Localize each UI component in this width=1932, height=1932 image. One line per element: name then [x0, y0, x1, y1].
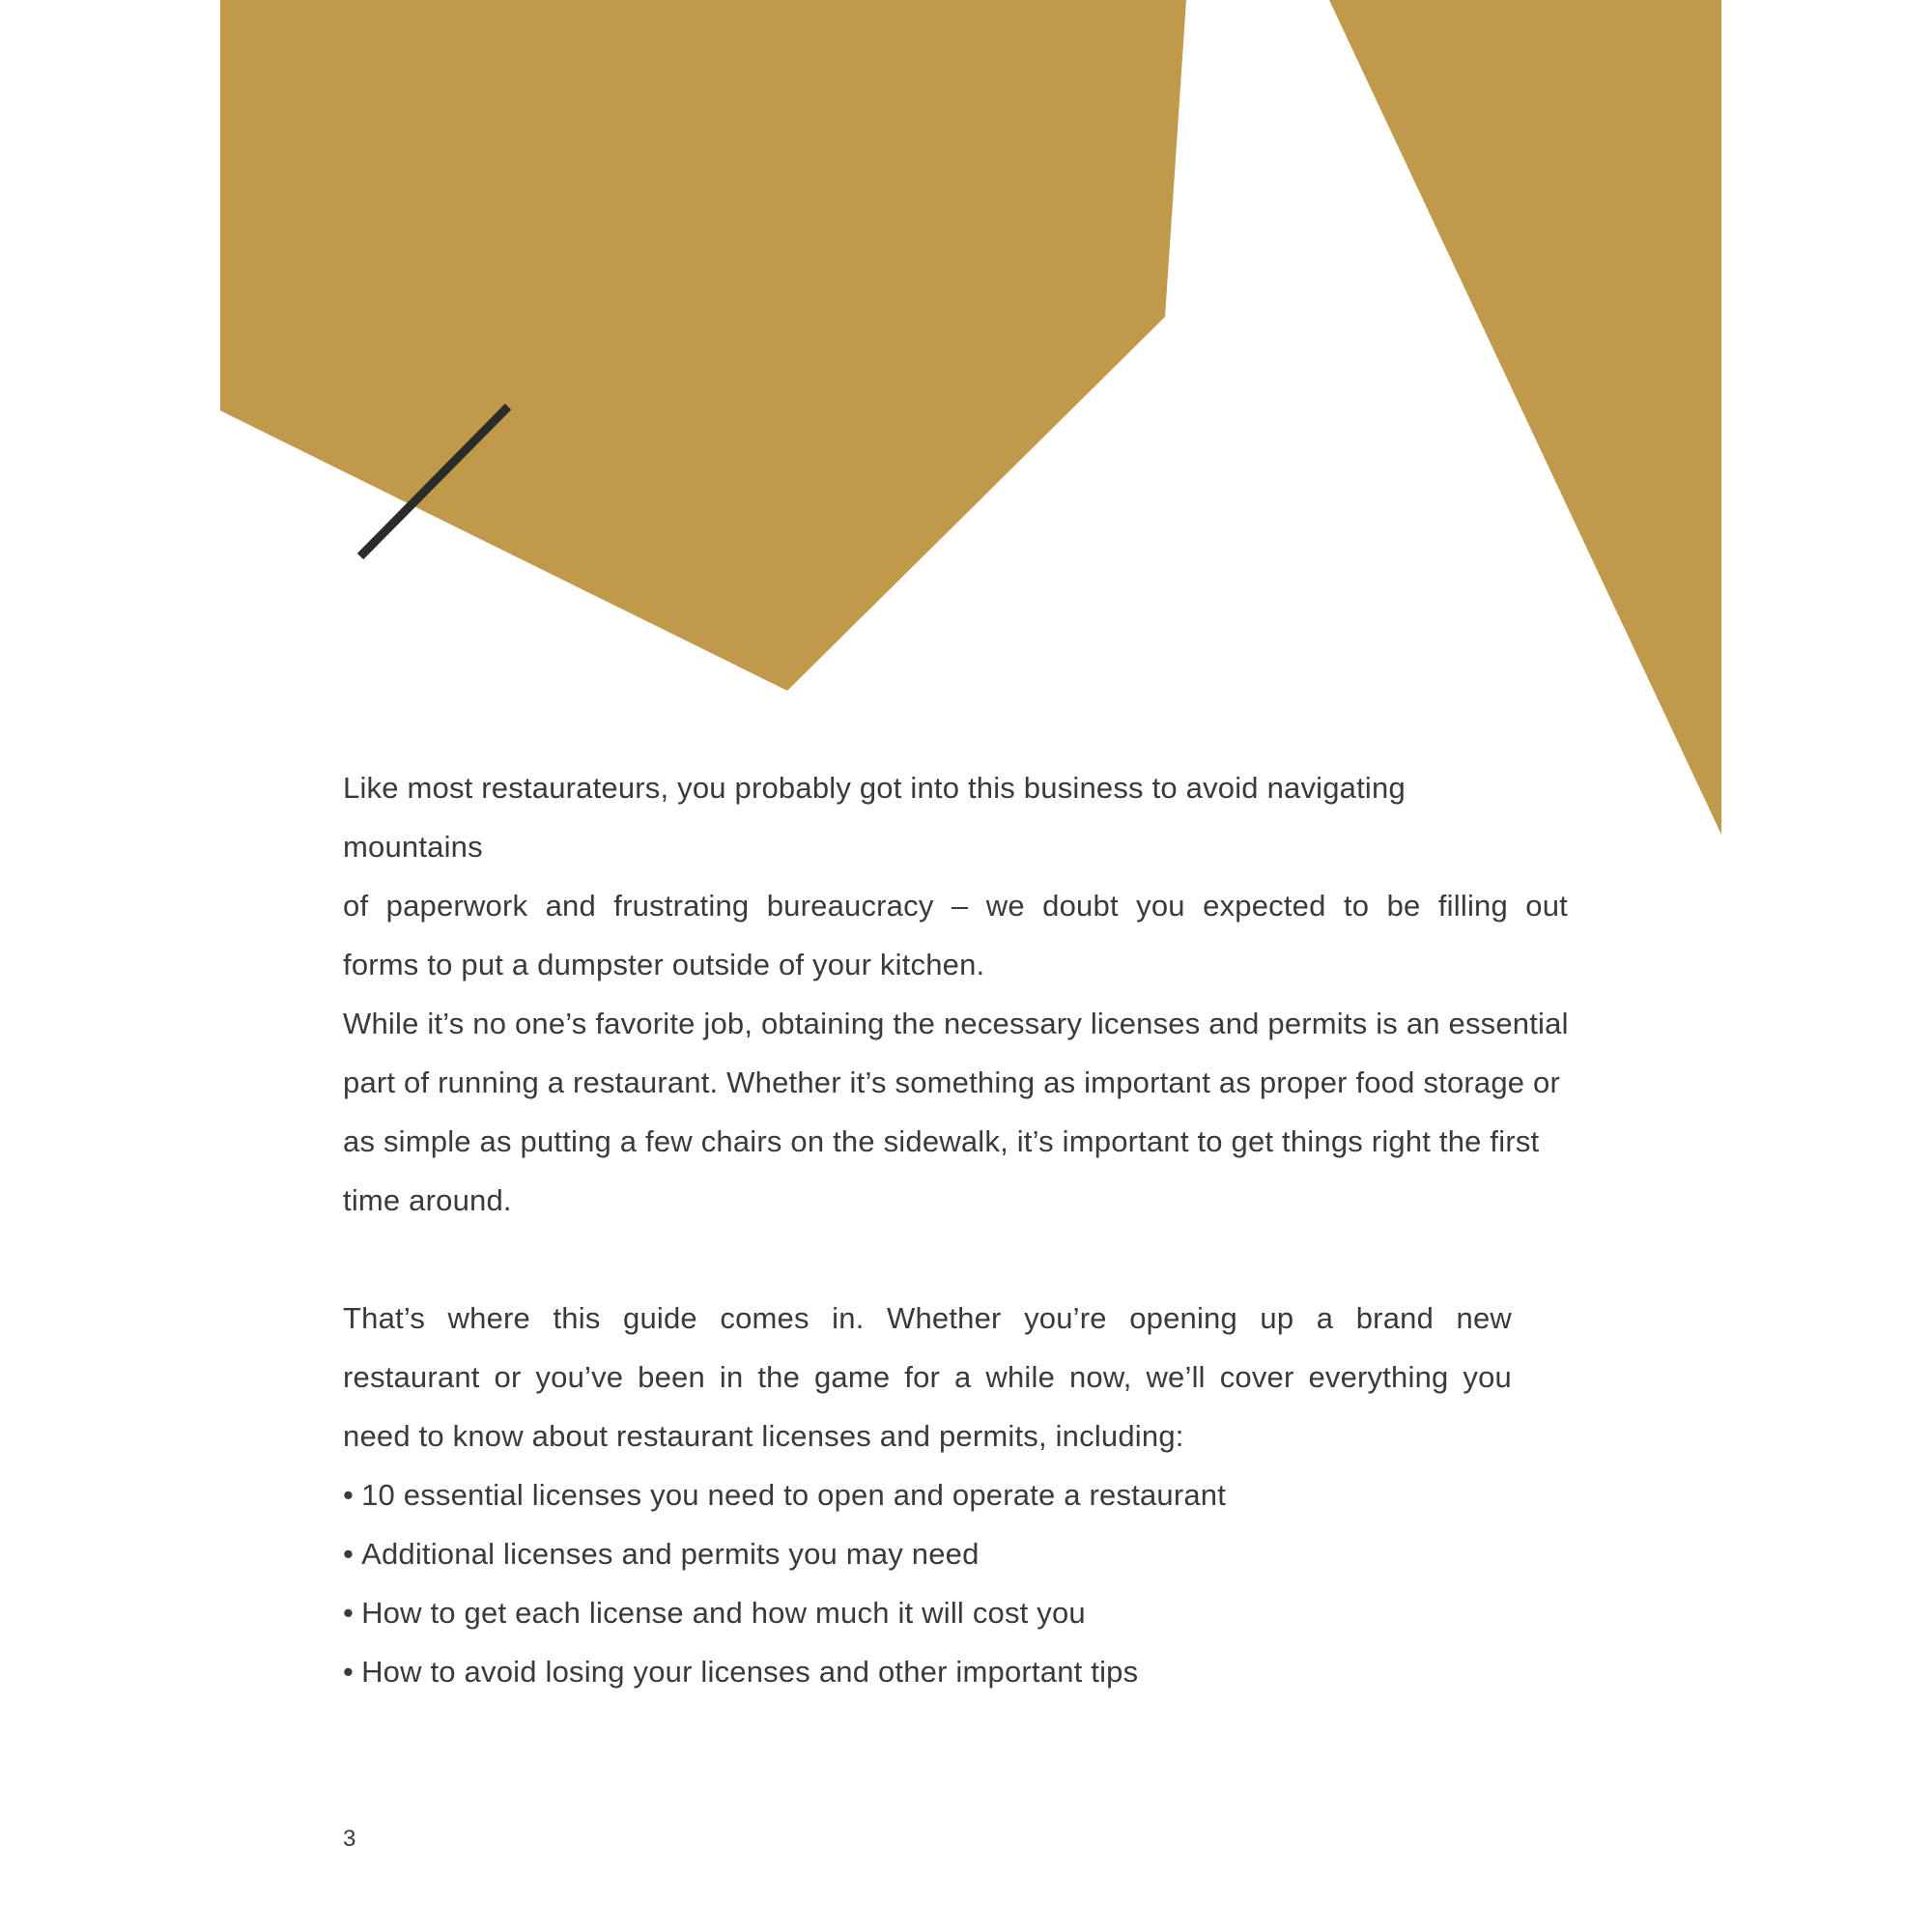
list-item: [343, 1524, 1618, 1583]
intro-line-7: as simple as putting a few chairs on the sidewalk, it’s important to get things right the first: [343, 1124, 1540, 1158]
page-number: 3: [343, 1826, 356, 1852]
bullet-mark: •: [343, 1537, 355, 1571]
body-text: [343, 758, 1618, 1701]
intro-line-3: of paperwork and frustrating bureaucracy – we doubt you expected to be filling out: [343, 889, 1568, 923]
paragraph-gap: [343, 1230, 1618, 1289]
bullet-mark: •: [343, 1478, 355, 1512]
intro-line-1: Like most restaurateurs, you probably got into this business to avoid navigating: [343, 771, 1406, 805]
list-item-text: How to get each license and how much it will cost you: [361, 1596, 1086, 1630]
guide-line-1: That’s where this guide comes in. Whether you’re opening up a brand new: [343, 1301, 1512, 1335]
bullet-mark: •: [343, 1655, 355, 1689]
gold-triangle-right: [1329, 0, 1721, 835]
bullet-mark: •: [343, 1596, 355, 1630]
list-item-text: Additional licenses and permits you may need: [361, 1537, 980, 1571]
gold-polygon-left: [220, 0, 1186, 691]
guide-line-2: restaurant or you’ve been in the game for a while now, we’ll cover everything you: [343, 1360, 1512, 1394]
intro-line-2: mountains: [343, 830, 483, 864]
intro-line-8: time around.: [343, 1183, 512, 1217]
list-item: [343, 1642, 1618, 1701]
intro-line-6: part of running a restaurant. Whether it’s something as important as proper food storage or: [343, 1065, 1561, 1099]
list-item-text: 10 essential licenses you need to open and operate a restaurant: [361, 1478, 1227, 1512]
guide-line-3: need to know about restaurant licenses and permits, including:: [343, 1419, 1184, 1453]
list-item-text: How to avoid losing your licenses and other important tips: [361, 1655, 1139, 1689]
list-item: [343, 1465, 1618, 1524]
topics-list: [343, 1465, 1618, 1701]
intro-line-4: forms to put a dumpster outside of your kitchen.: [343, 948, 985, 981]
list-item: [343, 1583, 1618, 1642]
intro-line-5: While it’s no one’s favorite job, obtaining the necessary licenses and permits is an essential: [343, 1007, 1569, 1040]
